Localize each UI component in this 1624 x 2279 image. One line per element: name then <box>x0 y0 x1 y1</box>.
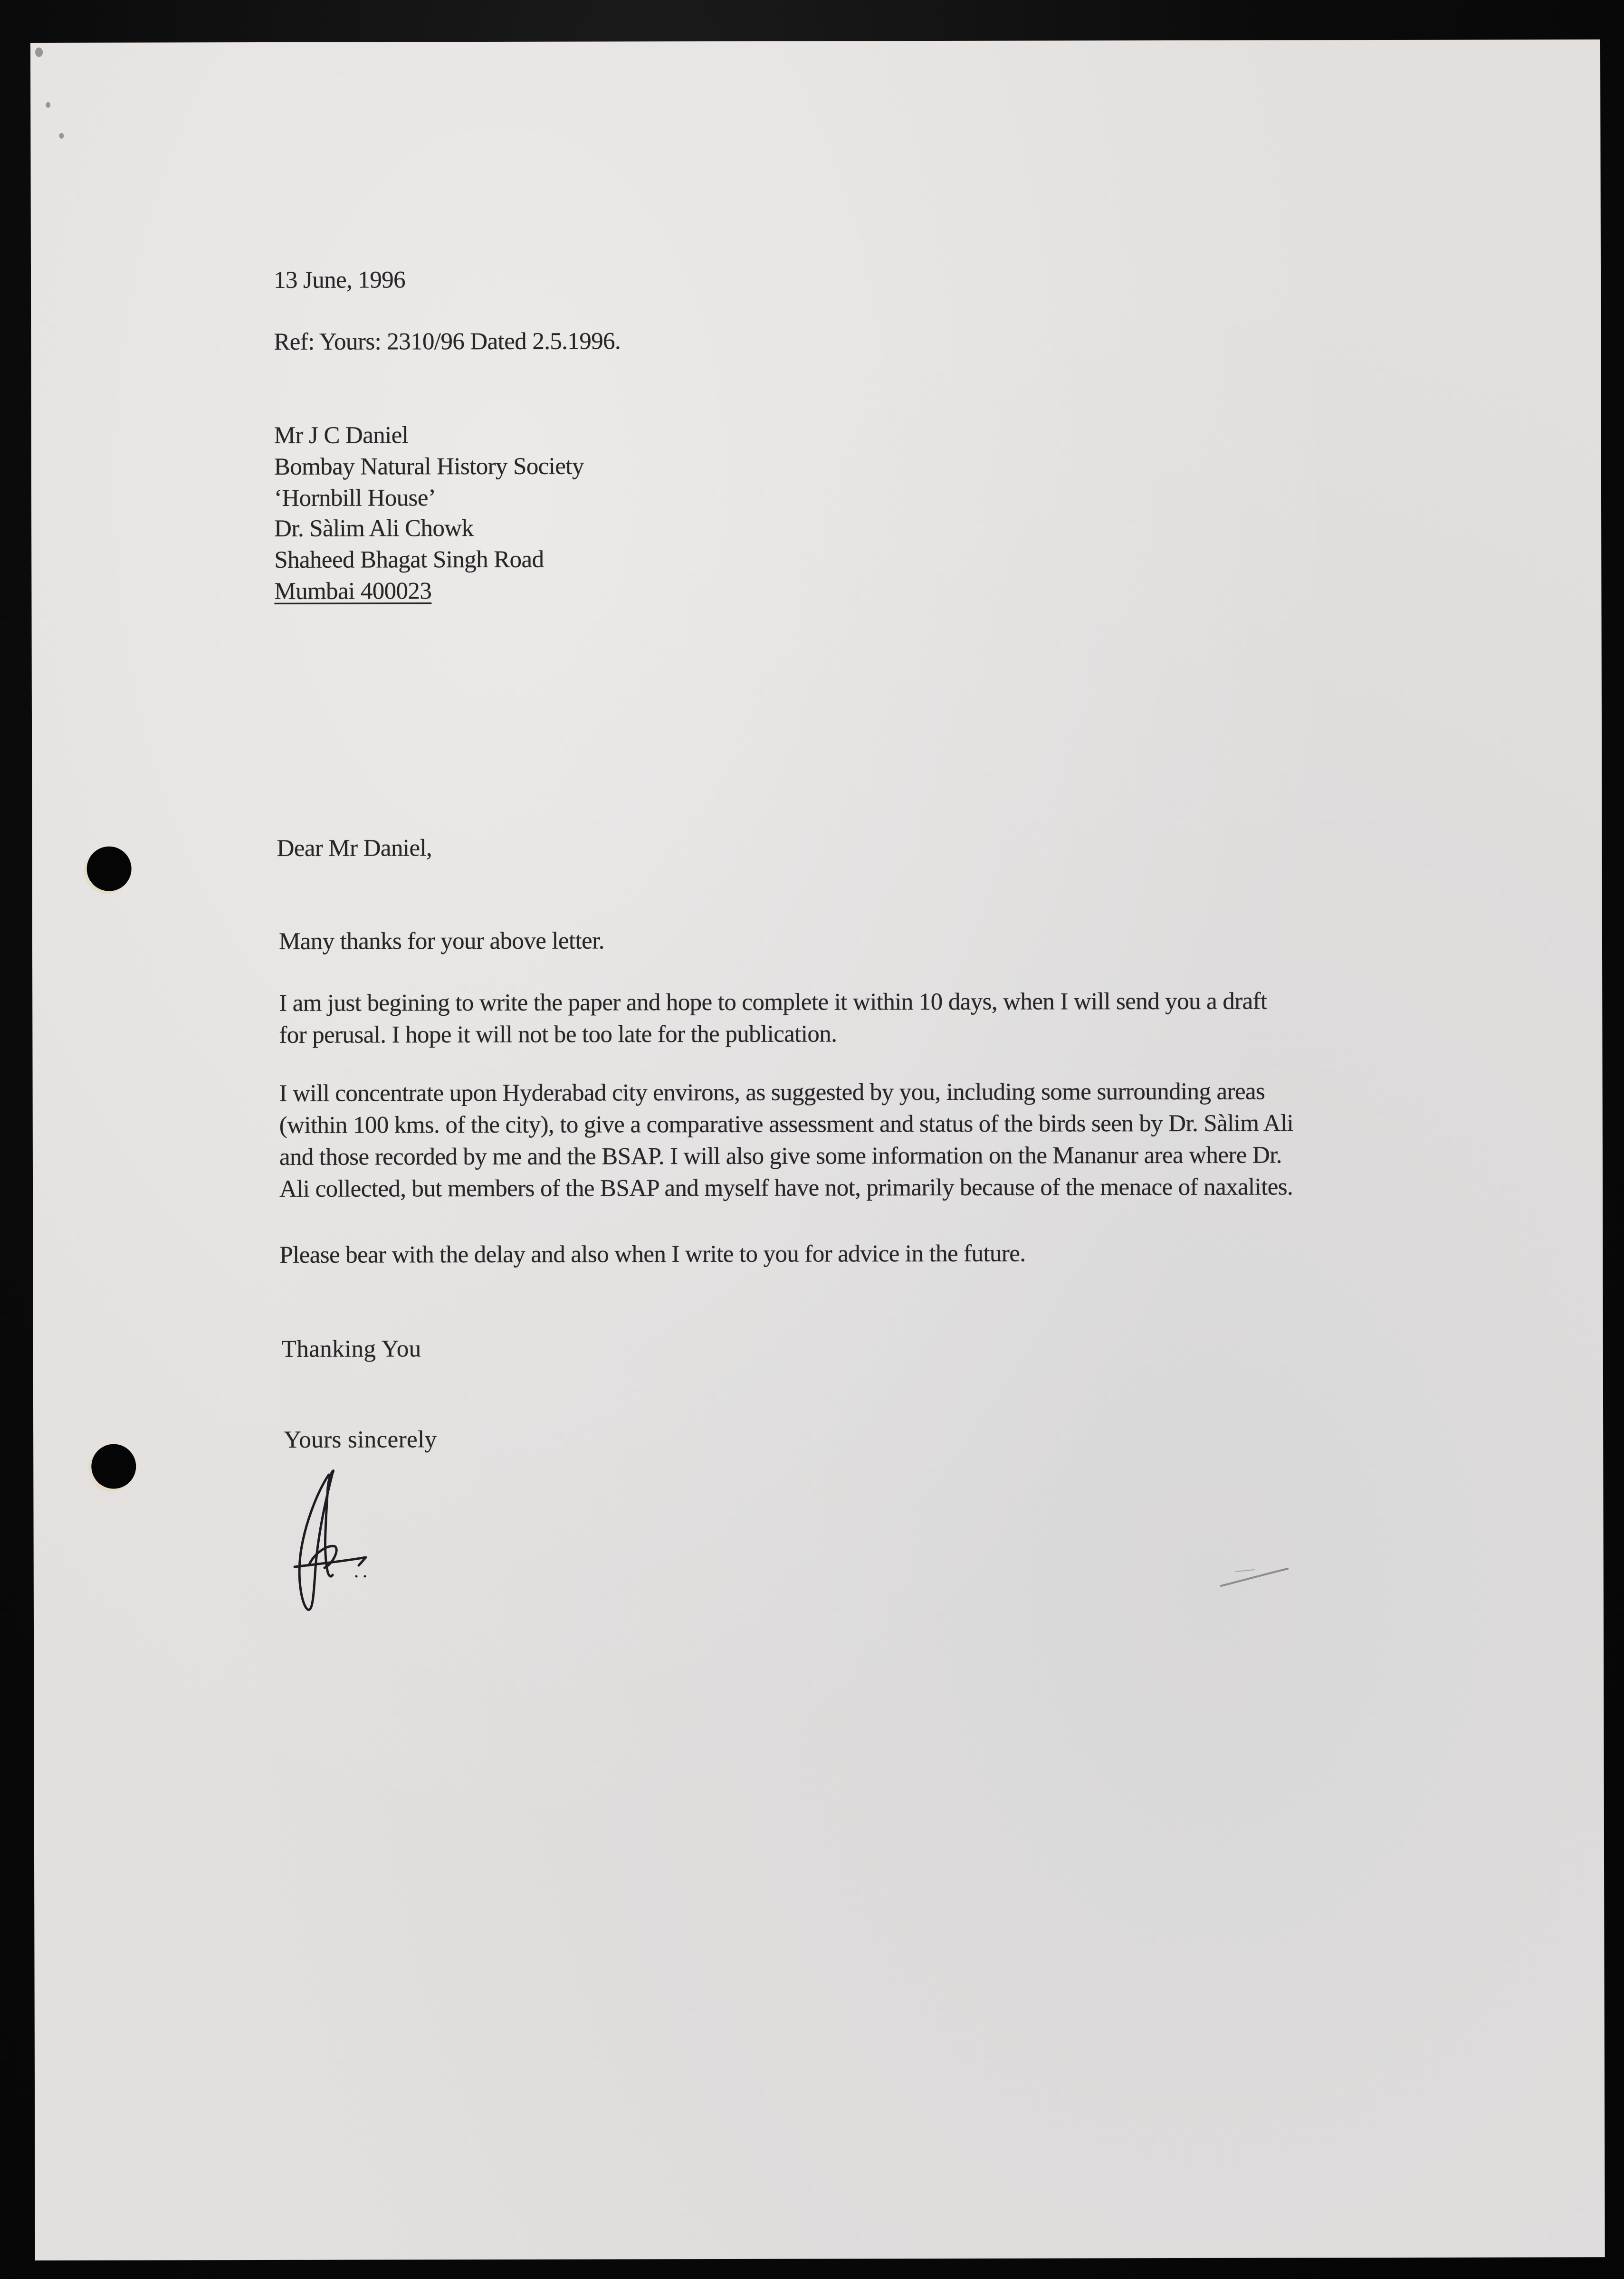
recipient-building: ‘Hornbill House’ <box>274 485 436 512</box>
body-line: Please bear with the delay and also when I write to you for advice in the future. <box>279 1240 1026 1268</box>
body-line: Many thanks for your above letter. <box>278 927 604 955</box>
body-line: I am just begining to write the paper and hope to complete it within 10 days, when I will send you a draft <box>279 988 1267 1017</box>
recipient-city: Mumbai 400023 <box>274 578 432 605</box>
body-line: I will concentrate upon Hyderabad city environs, as suggested by you, including some surrounding areas <box>279 1078 1265 1107</box>
closing-thanks: Thanking You <box>281 1335 421 1363</box>
recipient-name: Mr J C Daniel <box>274 422 409 449</box>
reference-line: Ref: Yours: 2310/96 Dated 2.5.1996. <box>274 328 621 355</box>
recipient-street1: Dr. Sàlim Ali Chowk <box>274 515 474 542</box>
body-line: (within 100 kms. of the city), to give a comparative assessment and status of the birds seen by Dr. Sàlim Ali <box>279 1110 1294 1139</box>
handwritten-signature-icon <box>257 1425 380 1615</box>
salutation: Dear Mr Daniel, <box>277 835 432 862</box>
body-line: for perusal. I hope it will not be too late for the publication. <box>279 1020 837 1049</box>
body-line: and those recorded by me and the BSAP. I will also give some information on the Mananur area where Dr. <box>279 1142 1282 1171</box>
recipient-organization: Bombay Natural History Society <box>274 453 584 480</box>
body-line: Ali collected, but members of the BSAP and myself have not, primarily because of the menace of naxalites. <box>279 1173 1293 1202</box>
letter-date: 13 June, 1996 <box>273 267 406 294</box>
smudge <box>35 48 43 57</box>
smudge <box>46 102 50 108</box>
pencil-mark <box>1216 1563 1292 1592</box>
paper-sheet <box>30 39 1605 2260</box>
recipient-street2: Shaheed Bhagat Singh Road <box>274 546 544 573</box>
punch-hole <box>87 847 132 891</box>
smudge <box>59 133 64 139</box>
valediction: Yours sincerely <box>284 1426 437 1453</box>
punch-hole <box>91 1444 136 1489</box>
